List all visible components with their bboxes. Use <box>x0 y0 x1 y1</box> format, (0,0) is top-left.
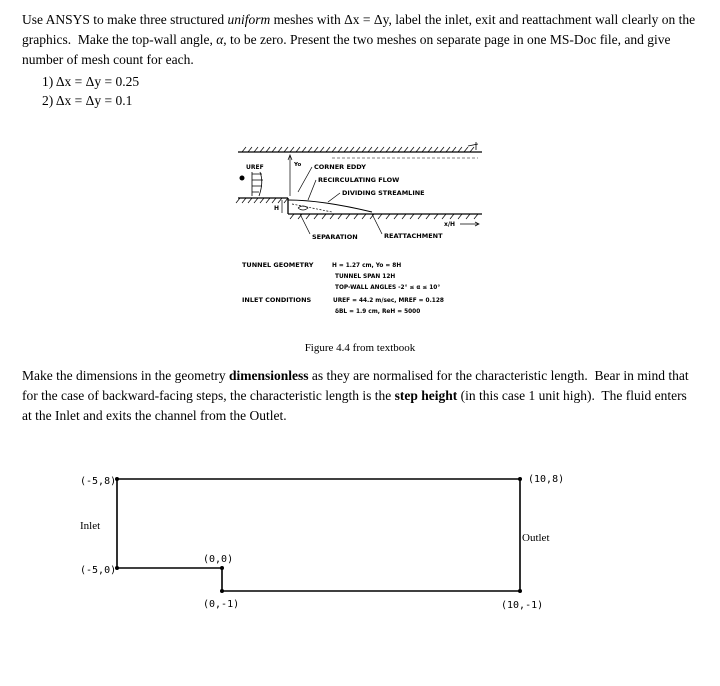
paragraph1-text-b: meshes with Δx = Δy, label the inlet, exit and reattachment wall clearly on the graphics. Make the top-wall angle, <box>22 12 696 47</box>
uref-label: UREF <box>246 164 264 171</box>
dividing-streamline-label: DIVIDING STREAMLINE <box>342 189 425 197</box>
mesh-size-item-2: 2) Δx = Δy = 0.1 <box>42 93 133 108</box>
h-label: H <box>274 205 280 212</box>
paragraph2-text-c: (in this case 1 unit high). The fluid enters at the Inlet and exits the channel from the Outlet. <box>22 388 687 423</box>
vertex-dot-top-right <box>518 477 522 481</box>
mesh-size-item-1: 1) Δx = Δy = 0.25 <box>42 74 140 89</box>
point-label-top-right: (10,8) <box>528 474 565 485</box>
separation-label: SEPARATION <box>312 233 358 241</box>
point-label-inlet-bottom: (-5,0) <box>80 565 117 576</box>
figure-caption: Figure 4.4 from textbook <box>304 342 416 354</box>
channel-floor-hatching <box>290 214 478 219</box>
dimensionless-instruction-paragraph <box>22 366 698 426</box>
channel-outline <box>117 479 520 591</box>
corner-eddy-label: CORNER EDDY <box>314 163 366 171</box>
inlet-conditions-label: INLET CONDITIONS <box>242 296 312 304</box>
paragraph2-text-b: as they are normalised for the characteristic length. Bear in mind that for the case of backward-facing steps, the characteristic length is the <box>22 368 689 403</box>
paragraph2-bold-step-height: step height <box>394 388 458 403</box>
point-label-step-corner: (0,0) <box>203 554 234 565</box>
top-wall-hatching <box>242 147 474 152</box>
dimensionless-geometry-diagram <box>0 440 720 686</box>
tunnel-geometry-label: TUNNEL GEOMETRY <box>242 261 314 269</box>
vertex-dot-step-corner <box>220 566 224 570</box>
paragraph1-emphasis: uniform <box>227 12 271 27</box>
outlet-label: Outlet <box>522 532 550 544</box>
tunnel-geometry-value: H = 1.27 cm, Yo = 8H <box>332 263 402 269</box>
paragraph2-text-a: Make the dimensions in the geometry <box>22 368 229 383</box>
point-label-bottom-right: (10,-1) <box>501 600 544 611</box>
corner-eddy-loop <box>298 206 308 210</box>
paragraph2-bold-dimensionless: dimensionless <box>228 368 309 383</box>
inlet-conditions-value-1: UREF = 44.2 m/sec, MREF = 0.128 <box>333 298 444 304</box>
alpha-symbol: α <box>216 32 224 47</box>
vertex-dot-step-bottom <box>220 589 224 593</box>
reattachment-label: REATTACHMENT <box>384 232 443 240</box>
point-label-top-left: (-5,8) <box>80 476 117 487</box>
inlet-velocity-profile <box>252 172 263 196</box>
backward-step-schematic <box>232 142 492 332</box>
point-label-step-bottom: (0,-1) <box>203 599 240 610</box>
vertex-dot-bottom-right <box>518 589 522 593</box>
inlet-marker-dot <box>240 176 245 181</box>
paragraph1-text-c: , to be zero. Present the two meshes on separate page in one MS-Doc file, and give number of mesh count for each. <box>22 32 671 67</box>
top-wall-angles-value: TOP-WALL ANGLES -2° ≤ α ≤ 10° <box>335 285 441 291</box>
yo-label: Yo <box>294 162 302 168</box>
tunnel-span-value: TUNNEL SPAN 12H <box>335 274 396 280</box>
instruction-paragraph <box>22 10 698 70</box>
paragraph1-text-a: Use ANSYS to make three structured <box>22 12 228 27</box>
inlet-label: Inlet <box>80 520 101 532</box>
recirculating-flow-label: RECIRCULATING FLOW <box>318 176 400 184</box>
mesh-size-list <box>42 72 139 110</box>
xh-label: x/H <box>444 221 456 228</box>
inlet-conditions-value-2: δBL = 1.9 cm, ReH = 5000 <box>335 309 421 315</box>
inlet-floor-hatching <box>236 198 288 203</box>
